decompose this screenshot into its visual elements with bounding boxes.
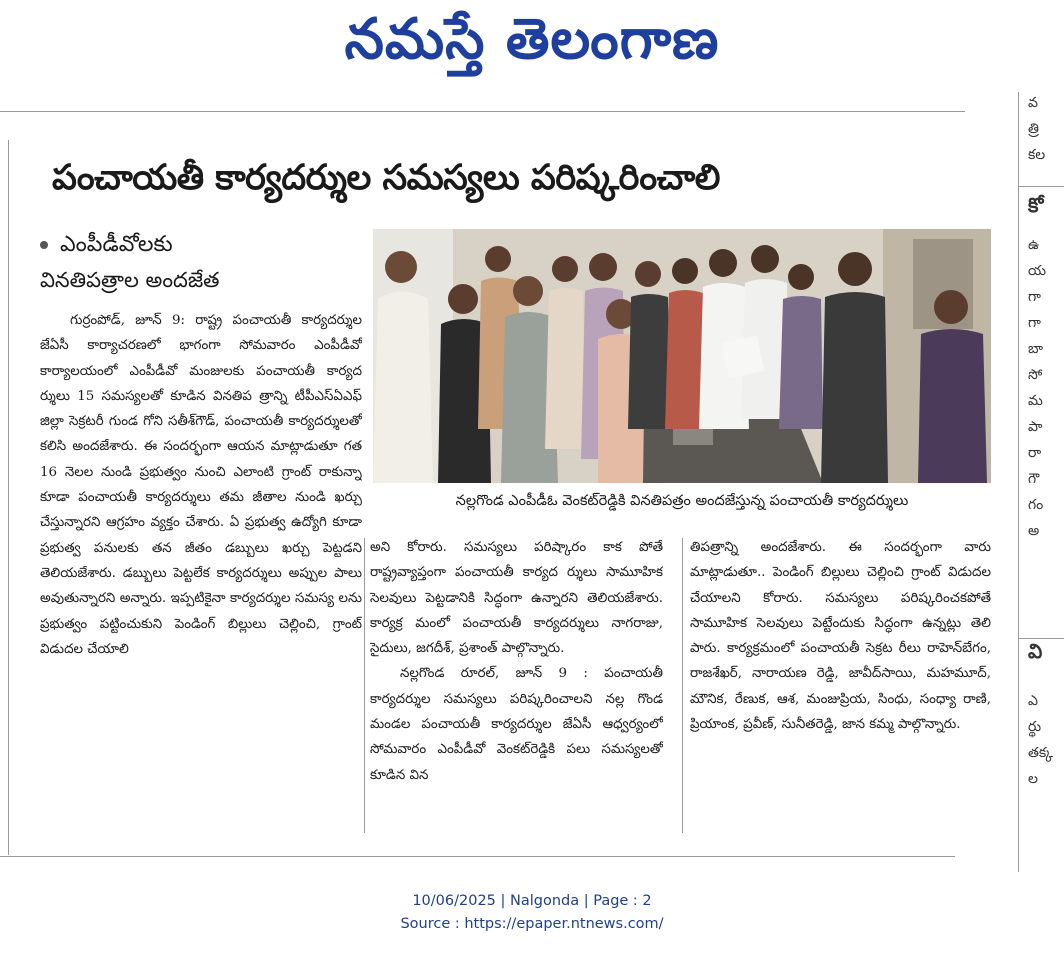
fragment: గౌ (1028, 471, 1040, 487)
column-1-paragraph: గుర్రంపోడ్, జూన్ 9: రాష్ట్ర పంచాయతీ కార్యదర్శుల జేఏసీ కార్యాచరణలో భాగంగా సోమవారం ఎంపీడీవో కార్యాలయంలో ఎంపీడీవో మంజులకు పంచాయతీ కార్యద ర్శులు 15 సమస్యలతో కూడిన వినతిప త్రాన్ని టీపీఎస్ఏఎఫ్ జిల్లా సెక్రటరీ గుండ గోని సతీశ్‌గౌడ్, పంచాయతీ కార్యదర్శులతో కలిసి అందజేశారు. ఈ సందర్భంగా ఆయన మాట్లాడుతూ గత 16 నెలల నుండి ప్రభుత్వం నుంచి ఎలాంటి గ్రాంట్ రాకున్నా కూడా పంచాయతీ కార్యదర్శులు తమ జీతాల నుండి ఖర్చు చేస్తున్నారని ఆగ్రహం వ్యక్తం చేశారు. ఏ ప్రభుత్వ ఉద్యోగి కూడా ప్రభుత్వ పనులకు తన జీతం డబ్బులు ఖర్చు పెట్టడని తెలియజేశారు. డబ్బులు పెట్టలేక కార్యదర్శులు అప్పుల పాలు అవుతున్నారని అన్నారు. ఇప్పటికైనా కార్యదర్శుల సమస్య లను ప్రభుత్వం పట్టించుకుని పెండింగ్ బిల్లులు చెల్లించి, గ్రాంట్ విడుదల చేయాలి (40, 313, 362, 657)
fragment: తక్క (1028, 745, 1053, 761)
top-rule (0, 111, 965, 112)
subhead-1-text: ఎంపీడీవోలకు (60, 232, 173, 257)
fragment: య (1028, 263, 1047, 279)
article-column-2 (370, 535, 663, 835)
masthead-title: నమస్తే తెలంగాణ (344, 7, 720, 72)
fragment: అ (1028, 523, 1040, 539)
photo-caption: నల్లగొండ ఎంపీడీఓ వెంకట్‌రెడ్డికి వినతిపత్రం అందజేస్తున్న పంచాయతీ కార్యదర్శులు (455, 493, 909, 509)
news-photo (373, 229, 991, 483)
fragment: గం (1028, 497, 1044, 513)
bottom-rule (0, 856, 955, 857)
article-column-3 (690, 535, 991, 835)
fragment: ఉ (1028, 237, 1040, 253)
headline: పంచాయతీ కార్యదర్శుల సమస్యలు పరిష్కరించాలి (52, 157, 720, 198)
bullet-icon (40, 241, 48, 249)
fragment: వ (1028, 95, 1038, 111)
col-divider-1 (364, 538, 365, 833)
subhead-2: వినతిపత్రాల అందజేత (40, 268, 220, 292)
news-photo-illustration (373, 229, 991, 483)
subhead-1 (40, 230, 173, 260)
fragment-heading: కో (1028, 193, 1044, 217)
fragment: సో (1028, 367, 1043, 383)
fragment: ల (1028, 771, 1038, 787)
fragment-heading: వి (1028, 639, 1043, 663)
fragment: మ (1028, 393, 1043, 409)
column-3-paragraph: తిపత్రాన్ని అందజేశారు. ఈ సందర్భంగా వారు మాట్లాడుతూ.. పెండింగ్ బిల్లులు చెల్లించి గ్రాంట్ విడుదల చేయాలని కోరారు. సమస్యలు పరిష్కరించకపోతే సామూహిక సెలవులు పెట్టేందుకు సిద్ధంగా ఉన్నట్లు తెలి పారు. కార్యక్రమంలో పంచాయతీ సెక్రట రీలు రాహెన్‌బేగం, రాజశేఖర్, నారాయణ రెడ్డి, జావీద్‌సాయి, మహమూద్, మౌనిక, రేణుక, ఆశ, మంజుప్రియ, సింధు, సంధ్యా రాణి, ప్రియాంక, ప్రవీణ్, సునీతరెడ్డి, జాన కమ్మ పాల్గొన్నారు. (690, 540, 991, 733)
footer-source-line: Source : https://epaper.ntnews.com/ (400, 916, 664, 932)
column-2-paragraph-2: నల్లగొండ రూరల్, జూన్ 9 : పంచాయతీ కార్యదర్శుల సమస్యలు పరిష్కరించాలని నల్ల గొండ మండల పంచాయతీ కార్యదర్శుల జేఏసీ ఆధ్వర్యంలో సోమవారం ఎంపీడీవో వెంకట్‌రెడ్డికి పలు సమస్యలతో కూడిన విన (370, 666, 663, 783)
footer-date-line: 10/06/2025 | Nalgonda | Page : 2 (412, 893, 652, 909)
right-col-rule-top (1018, 92, 1019, 872)
col-divider-2 (682, 538, 683, 833)
adjacent-article-fragments (1028, 90, 1064, 880)
fragment: పా (1028, 419, 1043, 435)
fragment: త్రి (1028, 121, 1039, 137)
article-column-1 (40, 308, 362, 833)
masthead (0, 0, 1064, 80)
left-margin-rule (8, 140, 9, 855)
fragment: రా (1028, 445, 1042, 461)
fragment: గా (1028, 315, 1041, 331)
fragment: ఎ (1028, 693, 1038, 709)
column-2-paragraph-1: అని కోరారు. సమస్యలు పరిష్కారం కాక పోతే రాష్ట్రవ్యాప్తంగా పంచాయతీ కార్యద ర్శులు సామూహిక సెలవులు పెట్టడానికి సిద్ధంగా ఉన్నారని తెలియజేశారు. కార్యక్ర మంలో పంచాయతీ కార్యదర్శులు నాగరాజు, సైదులు, జగదీశ్, ప్రశాంత్ పాల్గొన్నారు. (370, 540, 663, 657)
fragment: ర్థు (1028, 719, 1042, 735)
fragment: కల (1028, 147, 1046, 163)
fragment: గా (1028, 289, 1041, 305)
fragment: బా (1028, 341, 1044, 357)
